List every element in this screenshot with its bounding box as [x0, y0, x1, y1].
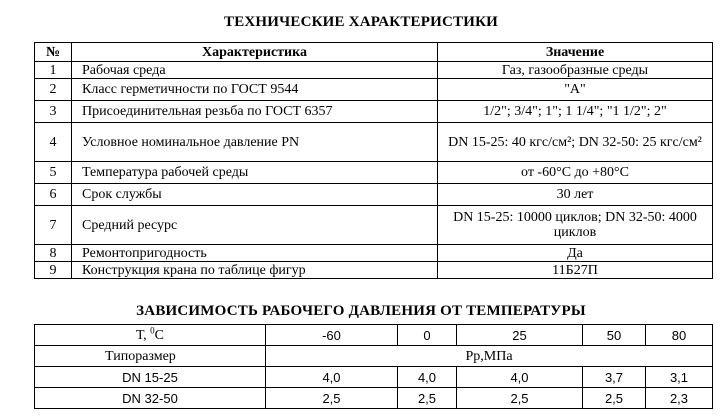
row-value: 1/2"; 3/4"; 1"; 1 1/4"; "1 1/2"; 2" [438, 101, 713, 123]
row-parameter: Ремонтопригодность [72, 245, 438, 262]
size-name: DN 32-50 [35, 388, 266, 409]
row-parameter: Средний ресурс [72, 206, 438, 245]
row-parameter: Срок службы [72, 184, 438, 206]
pressure-value: 4,0 [266, 367, 398, 388]
pressure-value: 2,5 [266, 388, 398, 409]
row-value: DN 15-25: 40 кгс/см²; DN 32-50: 25 кгс/см² [438, 123, 713, 162]
row-number: 8 [35, 245, 72, 262]
row-parameter: Условное номинальное давление PN [72, 123, 438, 162]
row-number: 5 [35, 162, 72, 184]
pressure-value: 2,5 [583, 388, 646, 409]
pressure-value: 2,5 [457, 388, 583, 409]
spec-header-row [35, 43, 713, 62]
row-value: DN 15-25: 10000 циклов; DN 32-50: 4000 циклов [438, 206, 713, 245]
specifications-table [34, 42, 713, 279]
spec-row [35, 262, 713, 279]
label-row [35, 346, 713, 367]
pressure-value: 4,0 [457, 367, 583, 388]
header-characteristic: Характеристика [72, 43, 438, 62]
row-value: Газ, газообразные среды [438, 62, 713, 79]
row-number: 3 [35, 101, 72, 123]
spec-title: ТЕХНИЧЕСКИЕ ХАРАКТЕРИСТИКИ [223, 14, 499, 30]
header-value: Значение [438, 43, 713, 62]
spec-row [35, 123, 713, 162]
spec-row [35, 62, 713, 79]
pressure-value: 4,0 [398, 367, 457, 388]
pressure-temperature-title: ЗАВИСИМОСТЬ РАБОЧЕГО ДАВЛЕНИЯ ОТ ТЕМПЕРАТУРЫ [136, 303, 586, 319]
row-number: 6 [35, 184, 72, 206]
spec-row [35, 162, 713, 184]
spec-row [35, 184, 713, 206]
row-number: 4 [35, 123, 72, 162]
row-value: "А" [438, 79, 713, 101]
row-value: 11Б27П [438, 262, 713, 279]
row-parameter: Конструкция крана по таблице фигур [72, 262, 438, 279]
row-number: 2 [35, 79, 72, 101]
row-parameter: Рабочая среда [72, 62, 438, 79]
spec-row [35, 206, 713, 245]
row-number: 1 [35, 62, 72, 79]
temperature-value: 80 [646, 325, 713, 346]
temperature-label: Т, $^0$С [35, 325, 266, 346]
row-parameter: Присоединительная резьба по ГОСТ 6357 [72, 101, 438, 123]
row-number: 7 [35, 206, 72, 245]
pressure-row [35, 388, 713, 409]
temperature-row [35, 325, 713, 346]
spec-row [35, 79, 713, 101]
pressure-temperature-table [34, 324, 713, 409]
temperature-value: 0 [398, 325, 457, 346]
temperature-value: 25 [457, 325, 583, 346]
pressure-value: 2,5 [398, 388, 457, 409]
pressure-value: 3,7 [583, 367, 646, 388]
pressure-row [35, 367, 713, 388]
spec-row [35, 101, 713, 123]
temperature-value: 50 [583, 325, 646, 346]
row-number: 9 [35, 262, 72, 279]
spec-row [35, 245, 713, 262]
pressure-value: 3,1 [646, 367, 713, 388]
row-value: от -60°С до +80°С [438, 162, 713, 184]
pressure-label: Рр,МПа [266, 346, 713, 367]
row-parameter: Температура рабочей среды [72, 162, 438, 184]
size-label: Типоразмер [35, 346, 266, 367]
header-number: № [35, 43, 72, 62]
temperature-value: -60 [266, 325, 398, 346]
size-name: DN 15-25 [35, 367, 266, 388]
row-value: 30 лет [438, 184, 713, 206]
row-value: Да [438, 245, 713, 262]
pressure-value: 2,3 [646, 388, 713, 409]
row-parameter: Класс герметичности по ГОСТ 9544 [72, 79, 438, 101]
